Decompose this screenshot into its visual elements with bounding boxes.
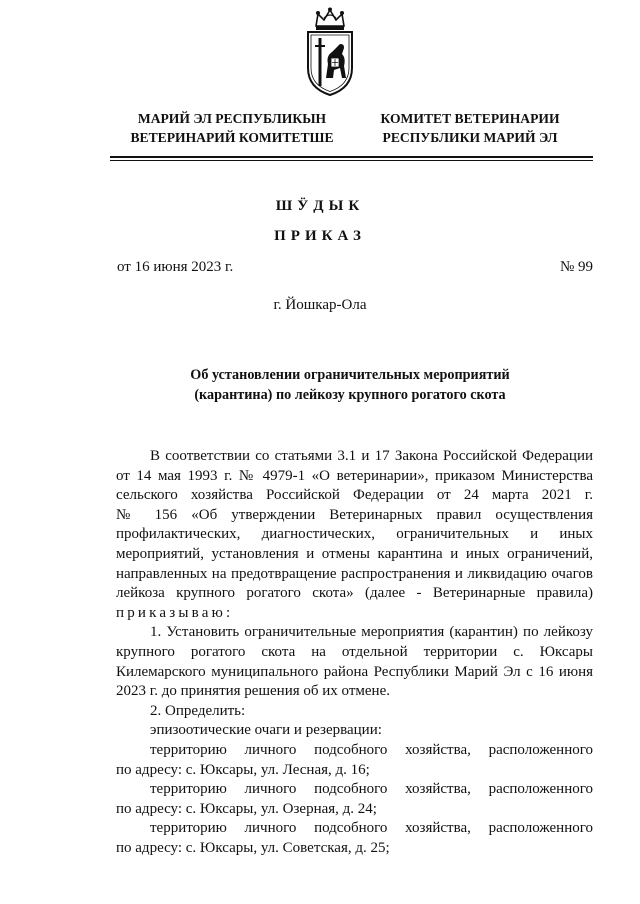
body-line: сельского хозяйства Российской Федерации от 24 марта 2021 г. [116, 487, 593, 504]
body-line: по адресу: с. Юксары, ул. Озерная, д. 24; [116, 800, 377, 817]
body-line: от 14 мая 1993 г. № 4979-1 «О ветеринарии», приказом Министерства [116, 467, 593, 484]
body-line: лейкоза крупного рогатого скота» (далее - Ветеринарные правила) [116, 585, 593, 602]
title-mari: ШӰДЫК [275, 198, 365, 214]
order-number: № 99 [559, 259, 593, 275]
header-left [118, 109, 346, 147]
body-line: мероприятий, установления и отмены карантина и иных ограничений, [116, 545, 593, 562]
coat-of-arms-mari-el-icon [304, 6, 356, 96]
body-line: по адресу: с. Юксары, ул. Советская, д. 25; [116, 839, 390, 856]
body-line: территорию личного подсобного хозяйства, расположенного [150, 781, 593, 798]
body-line: № 156 «Об утверждении Ветеринарных правил осуществления [116, 506, 593, 523]
body-line: 1. Установить ограничительные мероприятия (карантин) по лейкозу [150, 624, 593, 641]
order-city: г. Йошкар-Ола [273, 297, 367, 313]
order-body [116, 447, 593, 858]
header-right [372, 109, 568, 147]
header-right-line1: КОМИТЕТ ВЕТЕРИНАРИИ [380, 111, 560, 126]
body-line: территорию личного подсобного хозяйства, расположенного [150, 820, 593, 837]
subject-line1: Об установлении ограничительных мероприятий [190, 367, 510, 383]
body-line: направленных на предотвращение распространения и ликвидацию очагов [116, 565, 593, 582]
order-date: от 16 июня 2023 г. [117, 259, 234, 275]
body-line: 2023 г. до принятия решения об их отмене. [116, 683, 390, 700]
title-ru: ПРИКАЗ [274, 228, 366, 244]
body-line: по адресу: с. Юксары, ул. Лесная, д. 16; [116, 761, 370, 778]
header-left-line1: МАРИЙ ЭЛ РЕСПУБЛИКЫН [137, 111, 327, 126]
body-line-order-word: приказываю: [116, 604, 234, 621]
body-line: 2. Определить: [150, 702, 246, 719]
body-line: В соответствии со статьями 3.1 и 17 Закона Российской Федерации [150, 448, 593, 464]
subject-line2: (карантина) по лейкозу крупного рогатого скота [194, 387, 506, 403]
body-line: эпизоотические очаги и резервации: [150, 722, 382, 739]
header-divider-thin [110, 160, 593, 161]
header-right-line2: РЕСПУБЛИКИ МАРИЙ ЭЛ [382, 130, 558, 145]
body-line: крупного рогатого скота на отдельной территории с. Юксары [116, 643, 593, 660]
order-subject [150, 365, 550, 405]
header-divider-thick [110, 156, 593, 158]
body-line: территорию личного подсобного хозяйства, расположенного [150, 741, 593, 758]
body-line: профилактических, диагностических, ограничительных и иных [116, 526, 593, 543]
header-left-line2: ВЕТЕРИНАРИЙ КОМИТЕТШЕ [130, 130, 334, 145]
body-line: Килемарского муниципального района Республики Марий Эл с 16 июня [116, 663, 593, 680]
